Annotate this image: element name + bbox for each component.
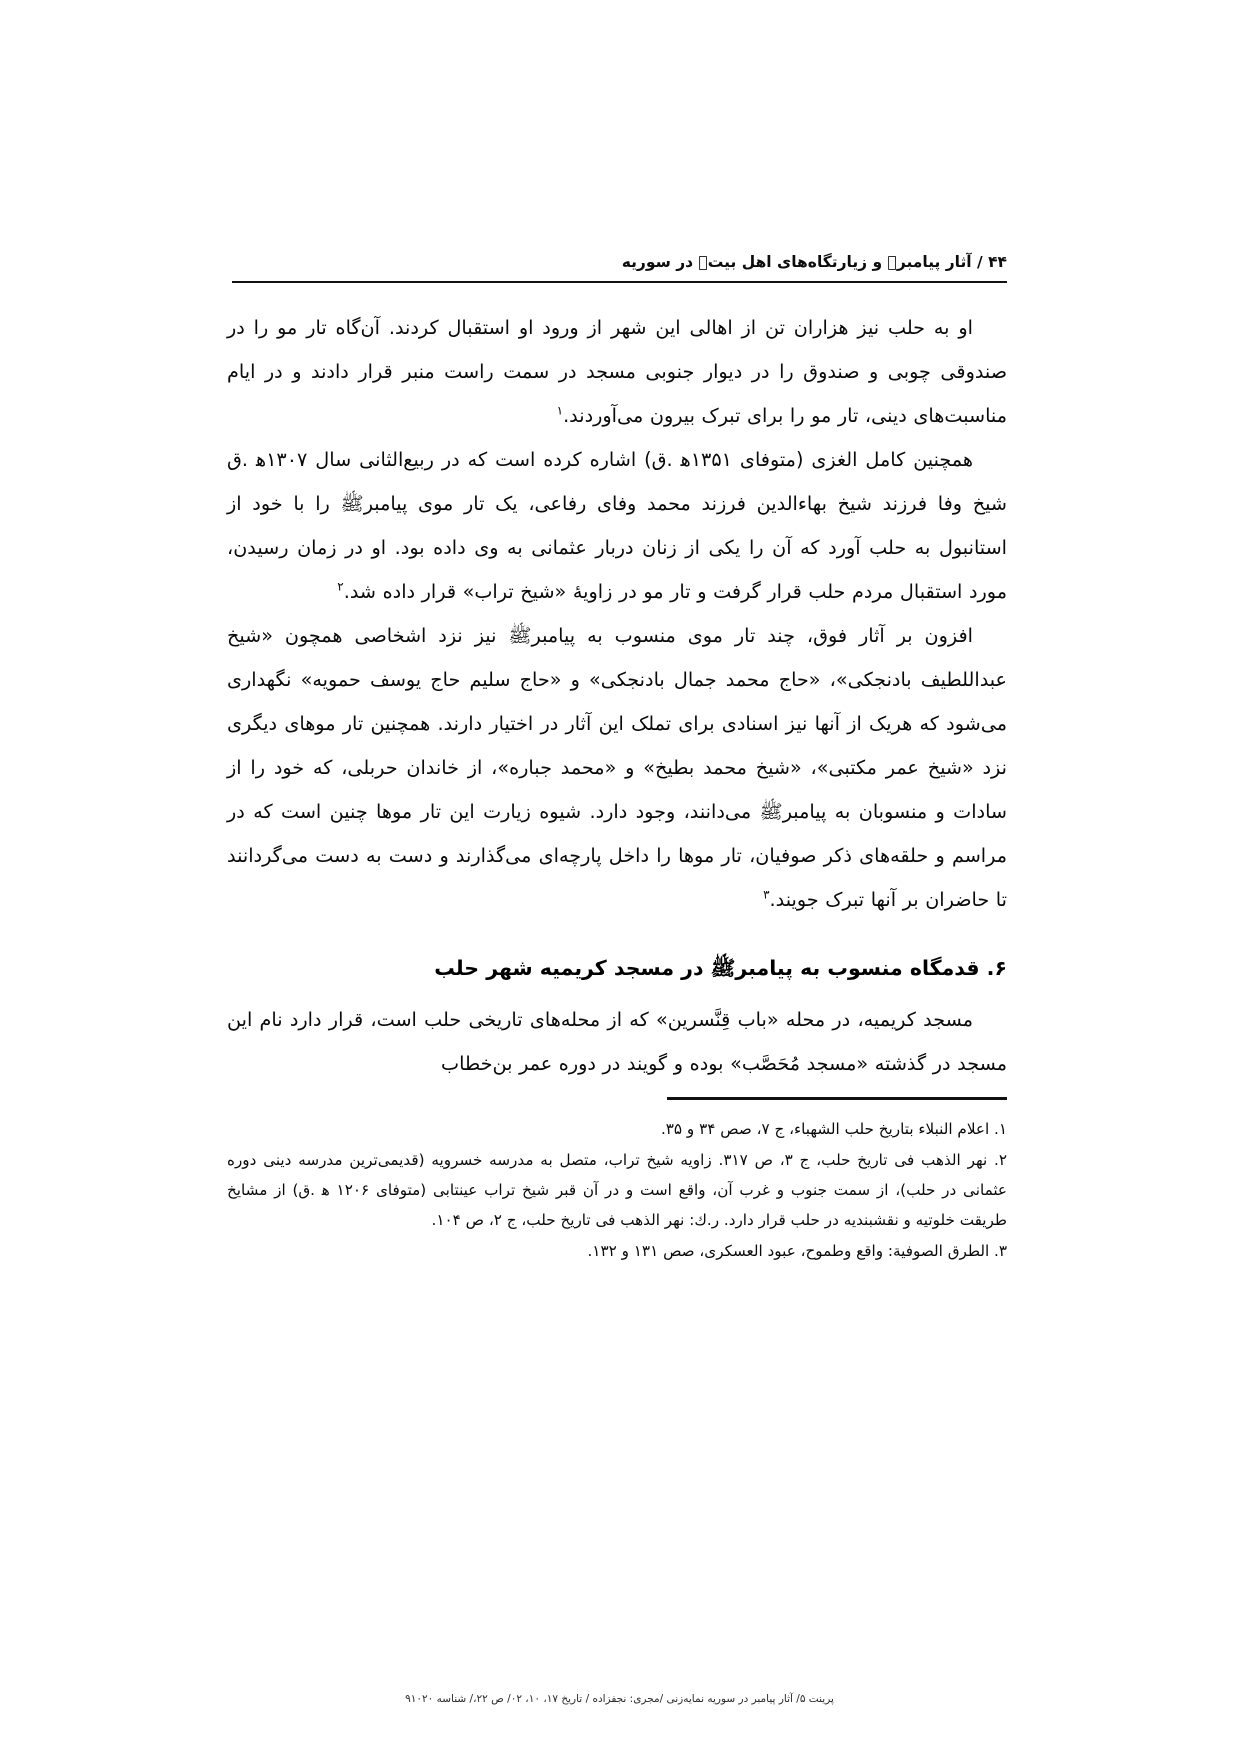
paragraph-2	[227, 438, 1007, 614]
footnote-item-3	[227, 1236, 1007, 1266]
page-header	[232, 252, 1007, 283]
header-divider-rule	[232, 281, 1007, 283]
paragraph-4	[227, 998, 1007, 1086]
paragraph-1	[227, 306, 1007, 438]
footnote-marker-3[interactable]: ۳	[763, 887, 770, 902]
section-heading: ۶. قدمگاه منسوب به پیامبرﷺ در مسجد کریمیه شهر حلب	[434, 956, 1007, 980]
footnote-item-1	[227, 1114, 1007, 1144]
paragraph-2-text: همچنین کامل الغزی (متوفای ۱۳۵۱ه‍ .ق) اشاره کرده است که در ربیع‌الثانی سال ۱۳۰۷ه‍ .ق شیخ وفا فرزند شیخ بهاءالدین فرزند محمد وفای رفاعی، یک تار موی پیامبرﷺ را با خود از استانبول به حلب آورد که آن را یکی از زنان دربار عثمانی به وی داده بود. او در زمان رسیدن، مورد استقبال مردم حلب قرار گرفت و تار مو در زاویهٔ «شیخ تراب» قرار داده شد.	[227, 448, 1007, 603]
footnote-marker-2[interactable]: ۲	[337, 579, 344, 594]
print-production-strip: پرینت ۵/ آثار پیامبر در سوریه نمایه‌زنی /مجری: نجفزاده / تاریخ ۱۷، ۱۰، ۰۲/ ص ۲۲،/ شناسه ۹۱۰۲۰	[405, 1693, 834, 1705]
footnote-item-2	[227, 1145, 1007, 1235]
footnote-1-text: اعلام النبلاء بتاریخ حلب الشهباء، ج ۷، صص ۳۴ و ۳۵.	[660, 1120, 990, 1138]
paragraph-3	[227, 614, 1007, 922]
footnote-3-text: الطرق الصوفیة: واقع وطموح، عبود العسکری، صص ۱۳۱ و ۱۳۲.	[587, 1242, 990, 1260]
footnote-divider-rule	[667, 1097, 1007, 1100]
paragraph-1-text: او به حلب نیز هزاران تن از اهالی این شهر از ورود او استقبال کردند. آن‌گاه تار مو را در صندوقی چوبی و صندوق را در دیوار جنوبی مسجد در سمت راست منبر قرار دادند و در ایام مناسبت‌های دینی، تار مو را برای تبرک بیرون می‌آوردند.	[227, 316, 1007, 427]
footnote-2-number: ۲.	[994, 1151, 1007, 1169]
footnote-marker-1[interactable]: ۱	[556, 403, 564, 418]
paragraph-4-text: مسجد کریمیه، در محله «باب قِنَّسرین» که از محله‌های تاریخی حلب است، قرار دارد نام این مسجد در گذشته «مسجد مُحَصَّب» بوده و گویند در دوره عمر بن‌خطاب	[227, 1008, 1007, 1075]
footnote-1-number: ۱.	[994, 1120, 1007, 1138]
running-head-text: ۴۴ / آثار پیامبرﷺ و زیارتگاه‌های اهل بیتؑ در سوریه	[621, 253, 1007, 271]
footnote-list	[227, 1114, 1007, 1266]
paragraph-3-text: افزون بر آثار فوق، چند تار موی منسوب به پیامبرﷺ نیز نزد اشخاصی همچون «شیخ عبداللطیف بادنجکی»، «حاج محمد جمال بادنجکی» و «حاج سلیم حاج یوسف حمویه» نگهداری می‌شود که هریک از آنها نیز اسنادی برای تملک این آثار در اختیار دارند. همچنین تار موهای دیگری نزد «شیخ عمر مکتبی»، «شیخ محمد بطیخ» و «محمد جباره»، از خاندان حربلی، که خود را از سادات و منسوبان به پیامبرﷺ می‌دانند، وجود دارد. شیوه زیارت این تار موها چنین است که در مراسم و حلقه‌های ذکر صوفیان، تار موها را داخل پارچه‌ای می‌گذارند و دست به دست می‌گردانند تا حاضران بر آنها تبرک جویند.	[227, 624, 1007, 911]
footnote-3-number: ۳.	[994, 1242, 1007, 1260]
footnote-section	[227, 1097, 1007, 1267]
footnote-2-text: نهر الذهب فی تاریخ حلب، ج ۳، ص ۳۱۷. زاویه شیخ تراب، متصل به مدرسه خسرویه (قدیمی‌ترین مدرسه دینی دوره عثمانی در حلب)، از سمت جنوب و غرب آن، واقع است و در آن قبر شیخ تراب عینتابی (متوفای ۱۲۰۶ ه‍ .ق) از مشایخ طریقت خلوتیه و نقشبندیه در حلب قرار دارد. ر.ك: نهر الذهب فی تاریخ حلب، ج ۲، ص ۱۰۴.	[227, 1151, 1007, 1229]
body-text-column	[227, 306, 1007, 1086]
